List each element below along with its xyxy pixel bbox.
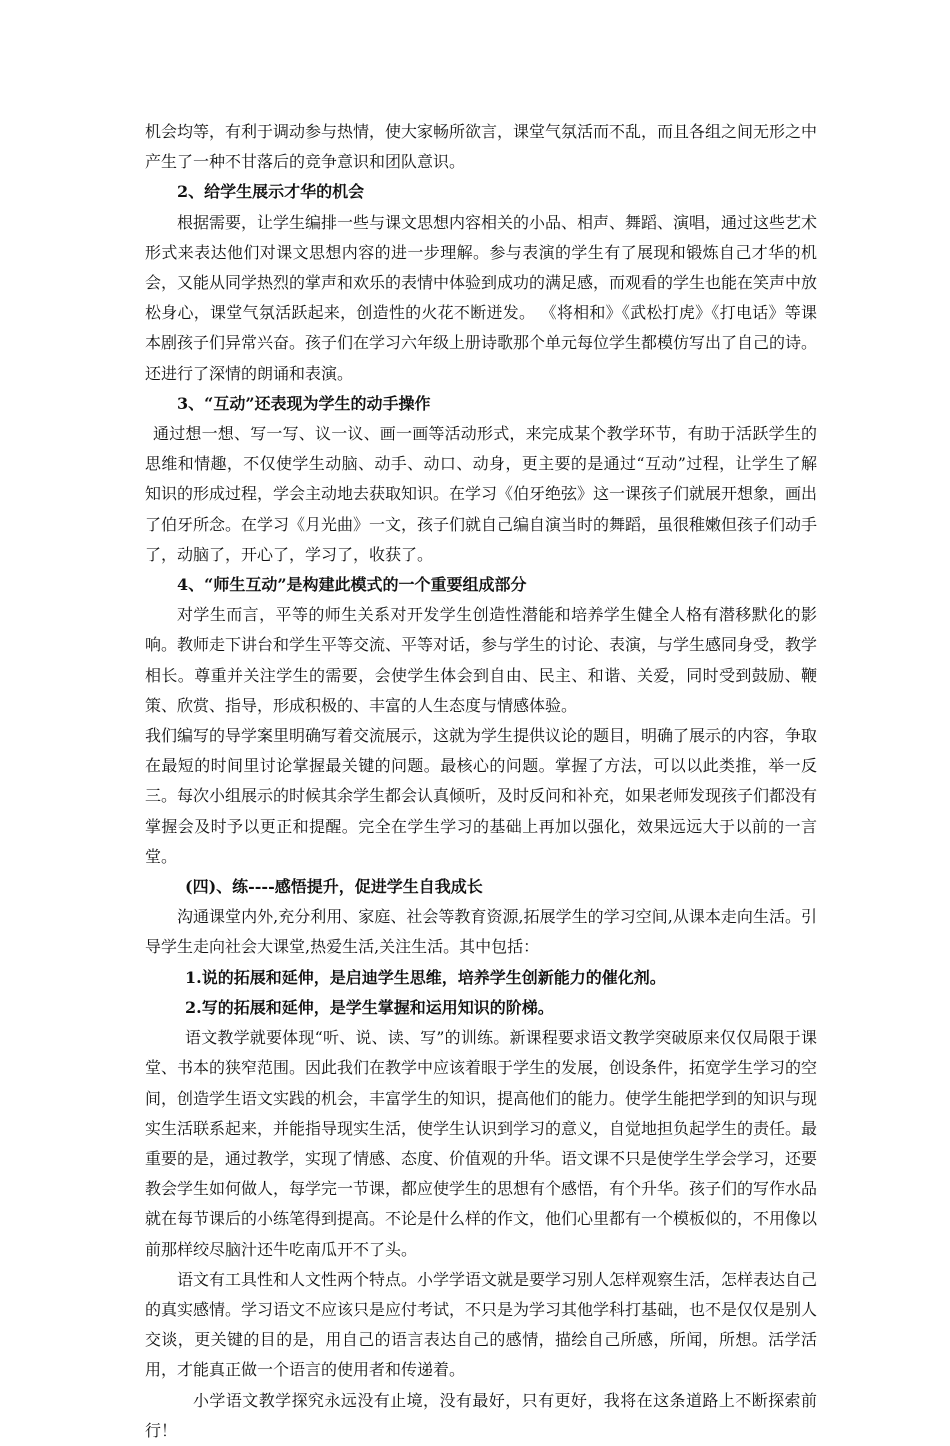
paragraph: 通过想一想、写一写、议一议、画一画等活动形式，来完成某个教学环节，有助于活跃学生的思维和情趣，不仅使学生动脑、动手、动口、动身，更主要的是通过“互动”过程，让学生了解知识的形成过程，学会主动地去获取知识。在学习《伯牙绝弦》这一课孩子们就展开想象，画出了伯牙所念。在学习《月光曲》一文，孩子们就自己编自演当时的舞蹈，虽很稚嫩但孩子们动手了，动脑了，开心了，学习了，收获了。 [145,424,818,564]
list-item: 2.写的拓展和延伸，是学生掌握和运用知识的阶梯。 [185,997,554,1017]
paragraph: 语文有工具性和人文性两个特点。小学学语文就是要学习别人怎样观察生活，怎样表达自己的真实感情。学习语文不应该只是应付考试，不只是为学习其他学科打基础，也不是仅仅是别人交谈，更关键的目的是，用自己的语言表达自己的感情，描绘自己所感，所闻，所想。活学活用，才能真正做一个语言的使用者和传递着。 [145,1269,818,1380]
section-heading: 4、“师生互动”是构建此模式的一个重要组成部分 [177,575,527,595]
paragraph: 我们编写的导学案里明确写着交流展示，这就为学生提供议论的题目，明确了展示的内容，争取在最短的时间里讨论掌握最关键的问题。最核心的问题。掌握了方法，可以以此类推，举一反三。每次小组展示的时候其余学生都会认真倾听，及时反问和补充，如果老师发现孩子们都没有掌握会及时予以更正和提醒。完全在学生学习的基础上再加以强化，效果远远大于以前的一言堂。 [145,726,818,866]
section-heading: (四)、练----感悟提升，促进学生自我成长 [185,877,483,897]
paragraph: 语文教学就要体现“听、说、读、写”的训练。新课程要求语文教学突破原来仅仅局限于课堂、书本的狭窄范围。因此我们在教学中应该着眼于学生的发展，创设条件，拓宽学生学习的空间，创造学生语文实践的机会，丰富学生的知识，提高他们的能力。使学生能把学到的知识与现实生活联系起来，并能指导现实生活，使学生认识到学习的意义，自觉地担负起学生的责任。最重要的是，通过教学，实现了情感、态度、价值观的升华。语文课不只是使学生学会学习，还要教会学生如何做人，每学完一节课，都应使学生的思想有个感悟，有个升华。孩子们的写作水品就在每节课后的小练笔得到提高。不论是什么样的作文，他们心里都有一个模板似的，不用像以前那样绞尽脑汁还牛吃南瓜开不了头。 [145,1028,818,1259]
list-item: 1.说的拓展和延伸，是启迪学生思维，培养学生创新能力的催化剂。 [185,967,666,987]
paragraph: 沟通课堂内外,充分利用、家庭、社会等教育资源,拓展学生的学习空间,从课本走向生活。引导学生走向社会大课堂,热爱生活,关注生活。其中包括： [145,907,817,957]
paragraph: 对学生而言，平等的师生关系对开发学生创造性潜能和培养学生健全人格有潜移默化的影响。教师走下讲台和学生平等交流、平等对话，参与学生的讨论、表演，与学生感同身受，教学相长。尊重并关注学生的需要，会使学生体会到自由、民主、和谐、关爱，同时受到鼓励、鞭策、欣赏、指导，形成积极的、丰富的人生态度与情感体验。 [145,605,818,715]
paragraph: 机会均等，有利于调动参与热情，使大家畅所欲言，课堂气氛活而不乱，而且各组之间无形之中产生了一种不甘落后的竞争意识和团队意识。 [145,122,818,172]
section-heading: 3、“互动”还表现为学生的动手操作 [177,393,431,413]
section-heading: 2、给学生展示才华的机会 [177,182,365,202]
paragraph: 小学语文教学探究永远没有止境，没有最好，只有更好，我将在这条道路上不断探索前行！ [145,1390,817,1440]
document-body [145,117,817,1446]
paragraph: 根据需要，让学生编排一些与课文思想内容相关的小品、相声、舞蹈、演唱，通过这些艺术形式来表达他们对课文思想内容的进一步理解。参与表演的学生有了展现和锻炼自己才华的机会，又能从同学热烈的掌声和欢乐的表情中体验到成功的满足感，而观看的学生也能在笑声中放松身心，课堂气氛活跃起来，创造性的火花不断迸发。 《将相和》《武松打虎》《打电话》等课本剧孩子们异常兴奋。孩子们在学习六年级上册诗歌那个单元每位学生都模仿写出了自己的诗。还进行了深情的朗诵和表演。 [145,212,818,383]
